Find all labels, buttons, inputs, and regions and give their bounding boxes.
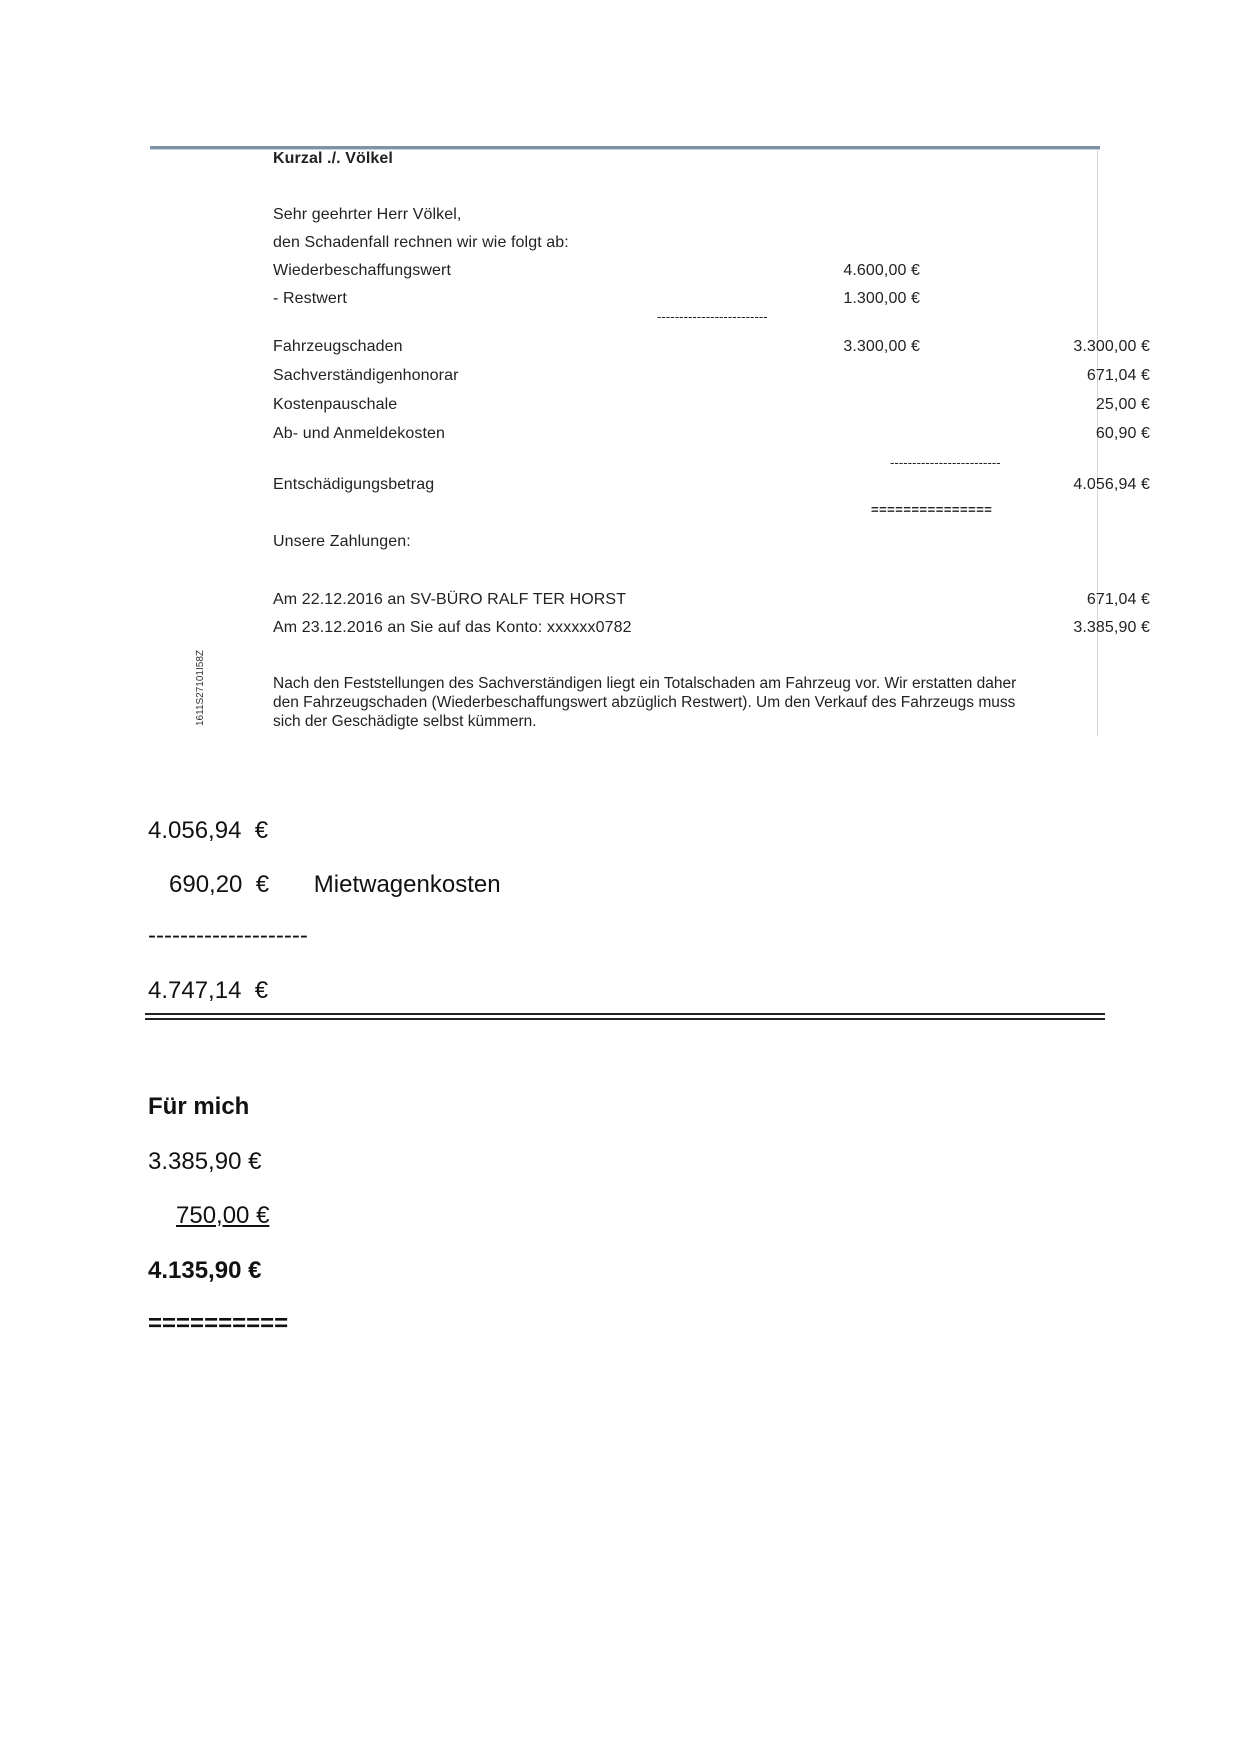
letter-intro: den Schadenfall rechnen wir wie folgt ab:: [273, 234, 569, 251]
letter-subject: Kurzal ./. Völkel: [273, 150, 393, 167]
equals-separator: ===============: [871, 502, 993, 517]
calc-amount: 690,20: [169, 871, 243, 898]
payment-text: Am 23.12.2016 an Sie auf das Konto: xxxxxx0782: [273, 619, 632, 636]
side-reference-code: 1611S27101I58Z: [195, 650, 206, 726]
total-label: Entschädigungsbetrag: [273, 476, 435, 493]
row-col2: 671,04 €: [1086, 367, 1150, 384]
scanned-letter: [150, 146, 1150, 736]
calc-sum: [148, 977, 268, 1005]
payment-amount: 3.385,90 €: [1073, 619, 1150, 636]
calc-currency: €: [255, 871, 270, 898]
payment-amount: 671,04 €: [1086, 591, 1150, 608]
mine-heading: Für mich: [148, 1093, 250, 1120]
scan-right-edge: [1097, 150, 1098, 736]
mine-value-1: 3.385,90 €: [148, 1148, 262, 1175]
row-label: - Restwert: [273, 290, 347, 307]
mine-total: 4.135,90 €: [148, 1257, 262, 1284]
row-col2: 60,90 €: [1095, 425, 1150, 442]
mine-equals: ==========: [148, 1310, 289, 1337]
calc-currency: €: [254, 817, 269, 844]
row-label: Kostenpauschale: [273, 396, 398, 413]
row-col2: 3.300,00 €: [1073, 338, 1150, 355]
total-value: 4.056,94 €: [1073, 476, 1150, 493]
row-col1: 3.300,00 €: [843, 338, 920, 355]
mine-value-2: 750,00 €: [176, 1202, 270, 1229]
row-col2: 25,00 €: [1095, 396, 1150, 413]
row-col1: 4.600,00 €: [843, 262, 920, 279]
calc-line-1: [148, 817, 268, 845]
calc-line-2: [169, 871, 501, 899]
dash-separator: -------------------------: [657, 309, 768, 324]
calc-dashes: --------------------: [148, 922, 308, 949]
payment-text: Am 22.12.2016 an SV-BÜRO RALF TER HORST: [273, 591, 627, 608]
payments-heading: Unsere Zahlungen:: [273, 533, 411, 550]
letter-paragraph: Nach den Feststellungen des Sachverständigen liegt ein Totalschaden am Fahrzeug vor. Wir erstatten daher den Fahrzeugschaden (Wiederbeschaffungswert abzüglich Restwert). Um den Verkauf des Fahrzeugs muss sich der Geschädigte selbst kümmern.: [273, 675, 1017, 730]
row-label: Ab- und Anmeldekosten: [273, 425, 445, 442]
double-underline-bottom: [145, 1018, 1105, 1020]
row-label: Sachverständigenhonorar: [273, 367, 459, 384]
letter-salutation: Sehr geehrter Herr Völkel,: [273, 206, 462, 223]
dash-separator: -------------------------: [890, 455, 1001, 470]
calc-amount: 4.056,94: [148, 817, 242, 844]
row-label: Fahrzeugschaden: [273, 338, 403, 355]
calc-amount: 4.747,14: [148, 977, 242, 1004]
calc-label: Mietwagenkosten: [313, 871, 501, 898]
row-label: Wiederbeschaffungswert: [273, 262, 451, 279]
double-underline-top: [145, 1013, 1105, 1015]
calc-currency: €: [254, 977, 269, 1004]
row-col1: 1.300,00 €: [843, 290, 920, 307]
